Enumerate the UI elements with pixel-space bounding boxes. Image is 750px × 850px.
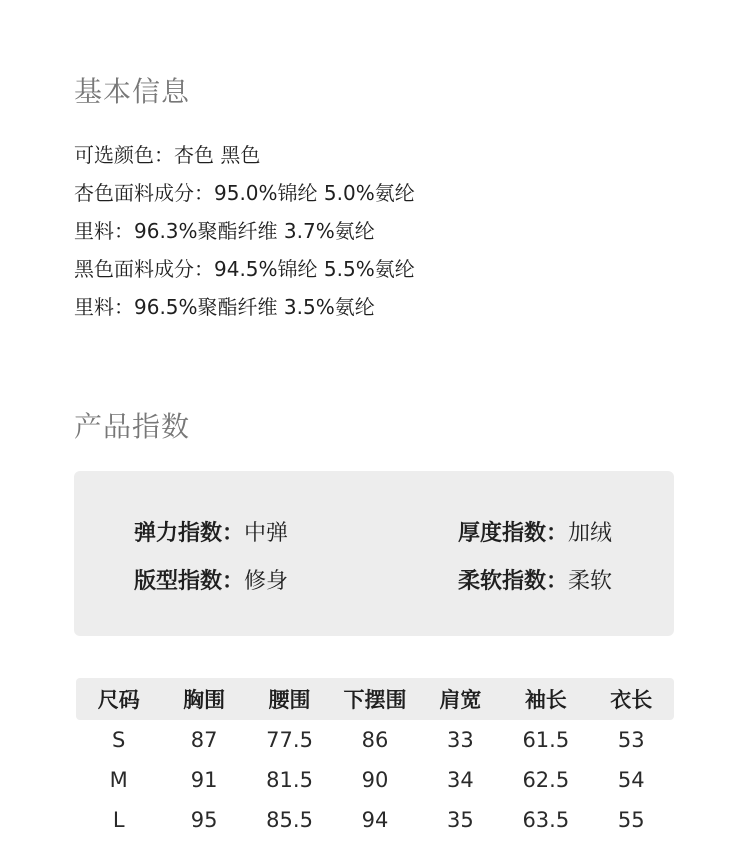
size-chart-table (76, 678, 674, 840)
header-hem: 下摆围 (332, 678, 417, 720)
hem-cell: 94 (361, 808, 389, 832)
thickness-index-label: 厚度指数： (458, 521, 569, 546)
shoulder-cell: 33 (447, 728, 474, 752)
elasticity-index-value: 中弹 (244, 521, 289, 546)
product-index-title: 产品指数 (74, 410, 191, 443)
header-sleeve: 袖长 (503, 678, 588, 720)
shoulder-cell: 34 (447, 768, 474, 792)
thickness-index-value: 加绒 (568, 521, 613, 546)
size-chart-header-row (76, 678, 674, 720)
black-fabric-line: 黑色面料成分：94.5%锦纶 5.5%氨纶 (74, 257, 415, 281)
length-cell: 54 (617, 768, 645, 792)
header-shoulder: 肩宽 (418, 678, 503, 720)
hem-cell: 90 (361, 768, 389, 792)
length-cell: 55 (617, 808, 645, 832)
waist-cell: 85.5 (266, 808, 313, 832)
table-row (76, 720, 674, 760)
color-options-line: 可选颜色：杏色 黑色 (74, 143, 261, 167)
sleeve-cell: 61.5 (522, 728, 570, 752)
shoulder-cell: 35 (447, 808, 474, 832)
table-row (76, 800, 674, 840)
softness-index-value: 柔软 (568, 569, 613, 594)
basic-info-list (74, 136, 415, 326)
fit-index-label: 版型指数： (134, 569, 245, 594)
table-row (76, 760, 674, 800)
apricot-lining-line: 里料：96.3%聚酯纤维 3.7%氨纶 (74, 219, 375, 243)
thickness-index (458, 516, 612, 547)
fit-index-value: 修身 (244, 569, 289, 594)
basic-info-title: 基本信息 (74, 75, 191, 108)
size-cell: L (112, 808, 125, 832)
chest-cell: 91 (190, 768, 218, 792)
length-cell: 53 (617, 728, 645, 752)
sleeve-cell: 62.5 (522, 768, 570, 792)
product-index-panel (74, 471, 674, 636)
hem-cell: 86 (361, 728, 389, 752)
waist-cell: 77.5 (266, 728, 313, 752)
chest-cell: 95 (190, 808, 218, 832)
size-cell: M (109, 768, 128, 792)
softness-index-label: 柔软指数： (458, 569, 569, 594)
header-size: 尺码 (76, 678, 161, 720)
chest-cell: 87 (190, 728, 218, 752)
header-length: 衣长 (589, 678, 674, 720)
header-waist: 腰围 (247, 678, 332, 720)
black-lining-line: 里料：96.5%聚酯纤维 3.5%氨纶 (74, 295, 375, 319)
apricot-fabric-line: 杏色面料成分：95.0%锦纶 5.0%氨纶 (74, 181, 415, 205)
header-chest: 胸围 (161, 678, 246, 720)
size-cell: S (112, 728, 126, 752)
softness-index (458, 564, 612, 595)
elasticity-index (134, 516, 288, 547)
sleeve-cell: 63.5 (522, 808, 570, 832)
elasticity-index-label: 弹力指数： (134, 521, 245, 546)
fit-index (134, 564, 288, 595)
waist-cell: 81.5 (266, 768, 313, 792)
